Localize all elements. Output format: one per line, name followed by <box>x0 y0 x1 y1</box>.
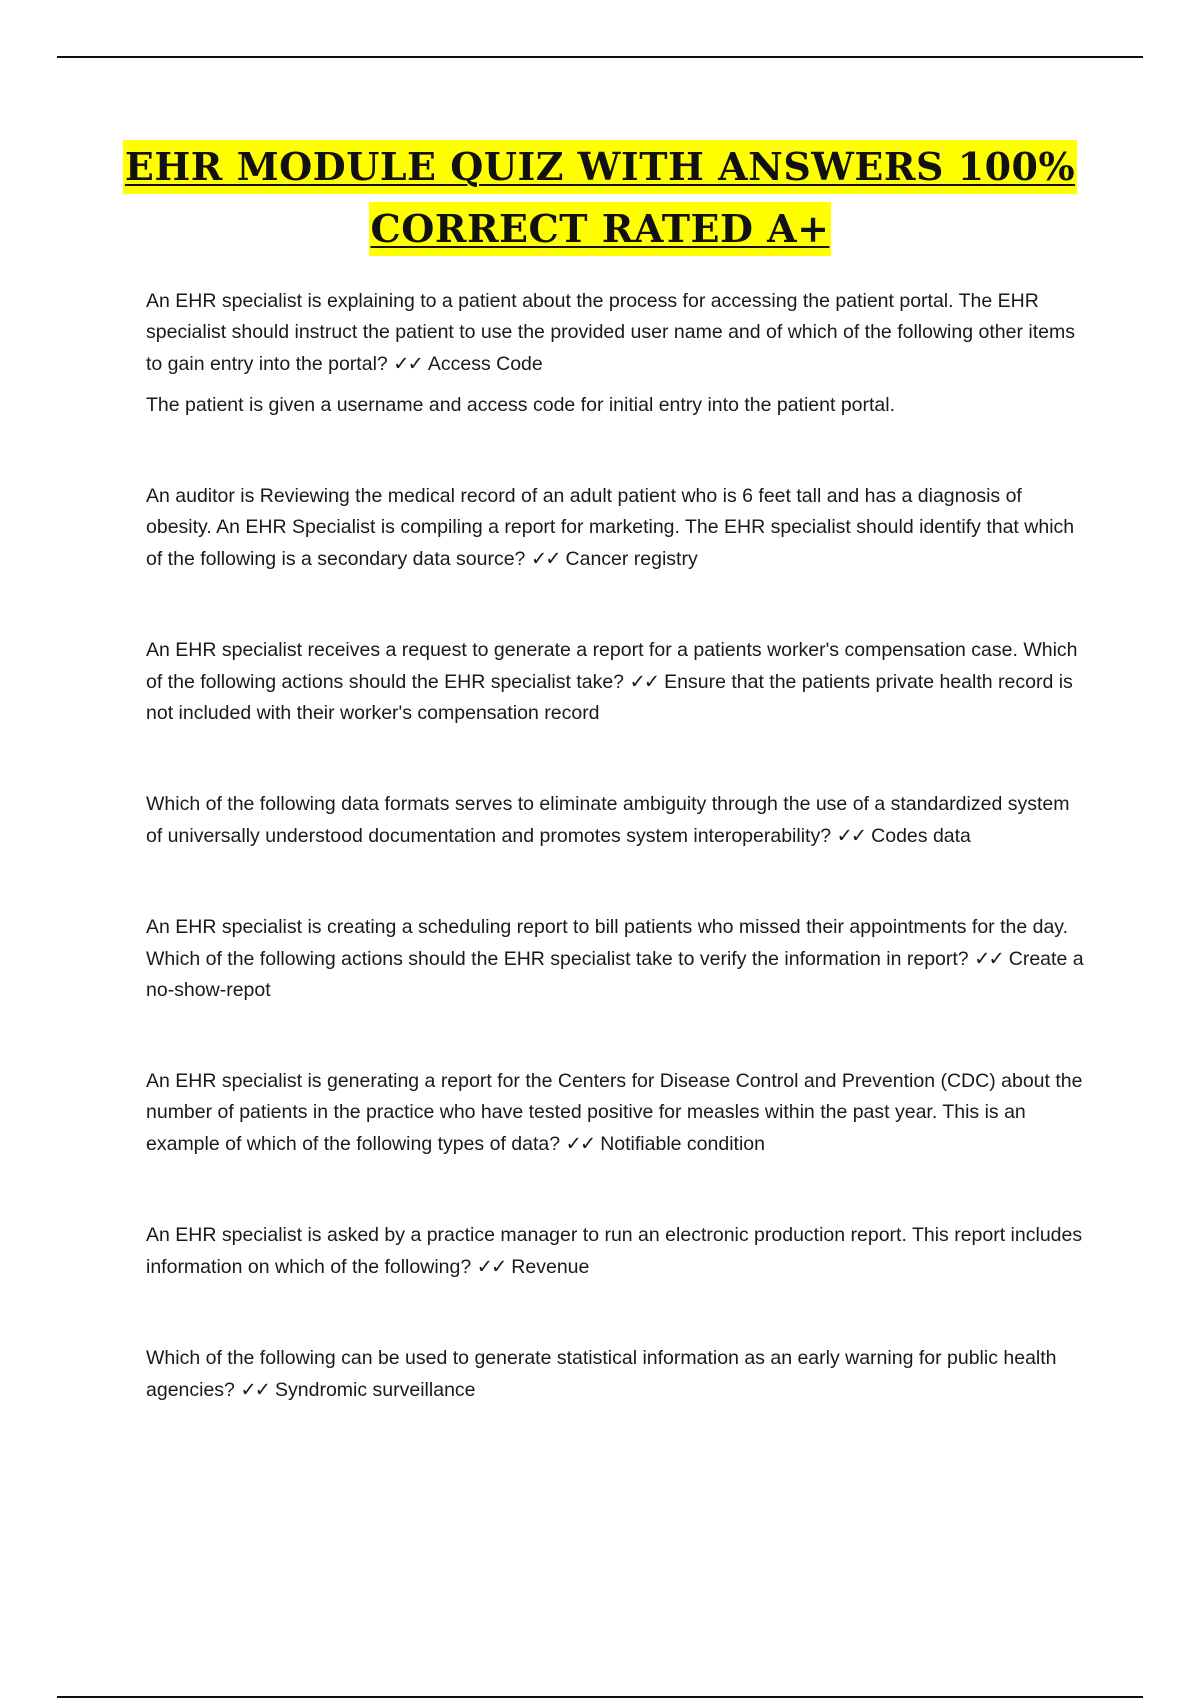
quiz-item <box>146 1066 1091 1160</box>
question-answer <box>146 1220 1091 1283</box>
check-icon: ✓✓ <box>629 670 659 693</box>
question-answer <box>146 635 1091 729</box>
title-line-1: EHR MODULE QUIZ WITH ANSWERS 100% <box>123 140 1077 194</box>
bottom-rule <box>57 1696 1143 1698</box>
quiz-item <box>146 912 1091 1006</box>
check-icon: ✓✓ <box>836 824 866 847</box>
question-text: An EHR specialist receives a request to generate a report for a patients worker's compensation case. Which of the following actions should the EHR specialist take? <box>146 639 1078 693</box>
check-icon: ✓✓ <box>476 1255 506 1278</box>
question-text: An EHR specialist is creating a scheduling report to bill patients who missed their appointments for the day. Which of the following actions should the EHR specialist take to verify the information in report? <box>146 916 1069 970</box>
question-text: An EHR specialist is asked by a practice manager to run an electronic production report. This report includes information on which of the following? <box>146 1224 1083 1278</box>
question-text: An auditor is Reviewing the medical record of an adult patient who is 6 feet tall and has a diagnosis of obesity. An EHR Specialist is compiling a report for marketing. The EHR specialist should identify that which of the following is a secondary data source? <box>146 485 1075 570</box>
quiz-item <box>146 635 1091 729</box>
question-answer <box>146 1066 1091 1160</box>
answer-text: Access Code <box>427 353 543 375</box>
answer-text: Cancer registry <box>565 548 698 570</box>
check-icon: ✓✓ <box>974 947 1003 970</box>
question-text: An EHR specialist is explaining to a patient about the process for accessing the patient portal. The EHR specialist should instruct the patient to use the provided user name and of which of the following other items to gain entry into the portal? <box>146 290 1075 375</box>
rationale-text: The patient is given a username and access code for initial entry into the patient portal. <box>146 394 896 416</box>
question-answer <box>146 789 1091 852</box>
check-icon: ✓✓ <box>565 1132 595 1155</box>
question-text: Which of the following data formats serves to eliminate ambiguity through the use of a standardized system of universally understood documentation and promotes system interoperability? <box>146 793 1070 847</box>
question-text: Which of the following can be used to generate statistical information as an early warning for public health agencies? <box>146 1347 1057 1401</box>
quiz-item <box>146 1220 1091 1283</box>
check-icon: ✓✓ <box>240 1378 270 1401</box>
question-answer <box>146 1343 1091 1406</box>
title-line-2: CORRECT RATED A+ <box>369 202 832 256</box>
check-icon: ✓✓ <box>393 352 422 375</box>
answer-text: Notifiable condition <box>600 1133 765 1155</box>
question-answer <box>146 286 1091 380</box>
answer-text: Ensure that the patients private health record is not included with their worker's compensation record <box>146 671 1073 724</box>
answer-text: Syndromic surveillance <box>275 1379 476 1401</box>
question-answer <box>146 912 1091 1006</box>
answer-text: Codes data <box>871 825 971 847</box>
check-icon: ✓✓ <box>530 547 560 570</box>
answer-text: Revenue <box>511 1256 590 1278</box>
quiz-item <box>146 1343 1091 1406</box>
document-title <box>100 140 1100 256</box>
quiz-item <box>146 481 1091 575</box>
question-answer <box>146 481 1091 575</box>
top-rule <box>57 56 1143 58</box>
quiz-content <box>146 286 1091 1466</box>
quiz-item <box>146 286 1091 421</box>
answer-text: Create a no-show-repot <box>146 948 1084 1001</box>
question-text: An EHR specialist is generating a report for the Centers for Disease Control and Prevention (CDC) about the number of patients in the practice who have tested positive for measles within the past year. This is an example of which of the following types of data? <box>146 1070 1083 1155</box>
quiz-item <box>146 789 1091 852</box>
